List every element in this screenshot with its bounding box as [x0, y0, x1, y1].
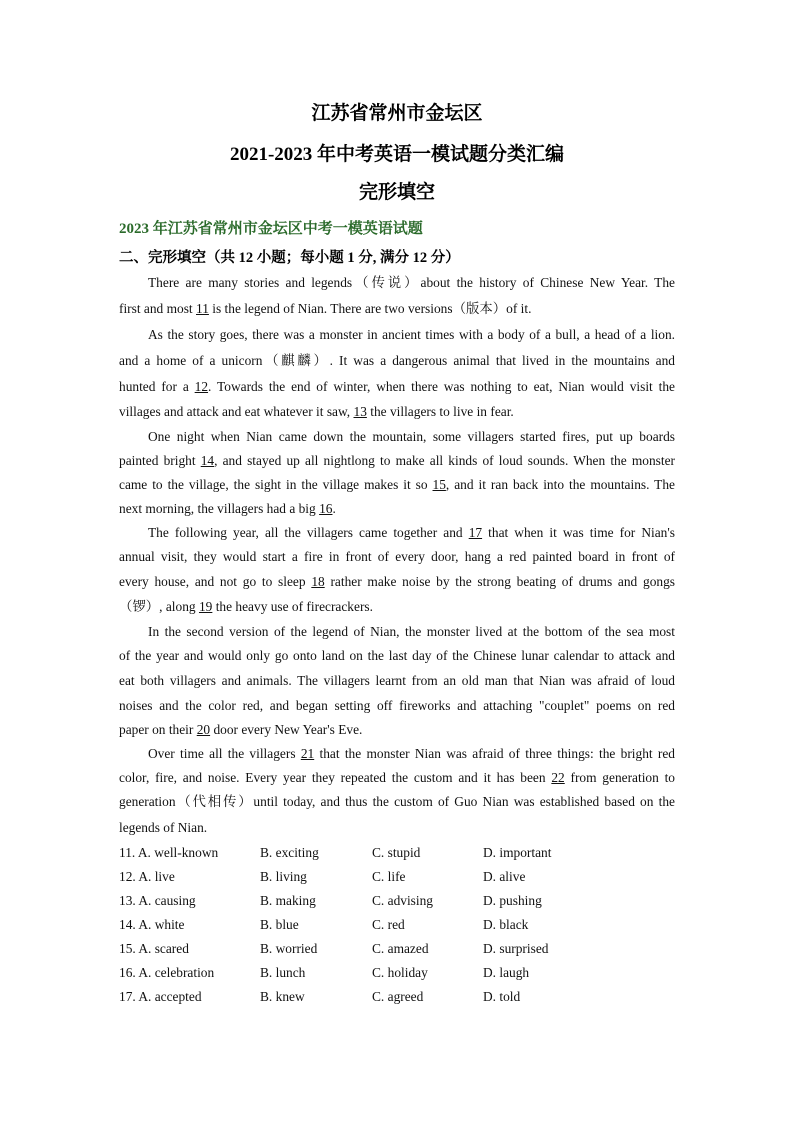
blank-number: 22 [551, 770, 565, 785]
passage-line [119, 598, 675, 616]
blank-number: 13 [353, 404, 367, 419]
passage-line [119, 524, 675, 542]
passage-text: legends of Nian. [119, 820, 208, 835]
passage-text: the villagers to live in fear. [366, 404, 514, 419]
blank-number: 19 [198, 599, 213, 614]
option-d: D. told [483, 989, 521, 1004]
passage-line [119, 352, 675, 370]
passage-text: The following year, all the villagers came together and [148, 525, 469, 540]
option-b: B. blue [260, 917, 299, 932]
option-d: D. pushing [483, 893, 542, 908]
option-row [119, 893, 679, 911]
passage-text: , and stayed up all nightlong to make all kinds of loud sounds. When the monster [214, 453, 675, 468]
passage-line [119, 403, 675, 421]
blank-number: 20 [196, 722, 211, 737]
passage-text: color, fire, and noise. Every year they repeated the custom and it has been [119, 770, 552, 785]
option-d: D. black [483, 917, 529, 932]
passage-text: annual visit, they would start a fire in front of every door, hang a red painted board in front of [119, 549, 675, 564]
option-row [119, 917, 679, 935]
passage-text: villages and attack and eat whatever it saw, [119, 404, 354, 419]
option-b: B. worried [260, 941, 318, 956]
option-c: C. stupid [372, 845, 421, 860]
passage-text: generation（代相传）until today, and thus the custom of Guo Nian was established based on the [119, 794, 675, 809]
passage-text: door every New Year's Eve. [210, 722, 363, 737]
part-heading: 二、完形填空（共 12 小题；每小题 1 分, 满分 12 分） [119, 250, 460, 266]
passage-line [119, 428, 675, 446]
option-b: B. knew [260, 989, 305, 1004]
passage-line [119, 452, 675, 470]
option-d: D. alive [483, 869, 526, 884]
passage-text: As the story goes, there was a monster in ancient times with a body of a bull, a head of a lion. [148, 327, 675, 342]
option-c: C. agreed [372, 989, 424, 1004]
option-a: 15. A. scared [119, 941, 189, 956]
blank-number: 17 [468, 525, 483, 540]
passage-text: Over time all the villagers [148, 746, 301, 761]
blank-number: 11 [196, 301, 209, 316]
passage-text: , and it ran back into the mountains. The [445, 477, 675, 492]
passage-line [119, 745, 675, 763]
blank-number: 12 [194, 379, 209, 394]
blank-number: 21 [300, 746, 315, 761]
passage-text: rather make noise by the strong beating of drums and gongs [324, 574, 675, 589]
passage-text: paper on their [119, 722, 197, 737]
passage-text: One night when Nian came down the mountain, some villagers started fires, put up boards [148, 429, 675, 444]
blank-number: 16 [319, 501, 333, 516]
passage-line [119, 672, 675, 690]
option-a: 13. A. causing [119, 893, 196, 908]
option-a: 11. A. well-known [119, 845, 219, 860]
option-c: C. advising [372, 893, 434, 908]
option-row [119, 989, 679, 1007]
title-topic: 完形填空 [358, 182, 435, 203]
passage-line [119, 500, 675, 518]
blank-number: 18 [311, 574, 325, 589]
passage-text: There are many stories and legends（传说）about the history of Chinese New Year. The [148, 275, 675, 290]
passage-text: . [332, 501, 336, 516]
passage-line [119, 573, 675, 591]
option-row [119, 941, 679, 959]
passage-text: first and most [119, 301, 196, 316]
passage-text: noises and the color red, and began setting off fireworks and attaching "couplet" poems on red [119, 698, 675, 713]
passage-line [119, 769, 675, 787]
passage-text: from generation to [564, 770, 675, 785]
option-d: D. important [483, 845, 552, 860]
passage-line [119, 326, 675, 344]
passage-line [119, 721, 675, 739]
passage-text: painted bright [119, 453, 201, 468]
option-a: 17. A. accepted [119, 989, 202, 1004]
passage-text: eat both villagers and animals. The villagers learnt from an old man that Nian was afraid of loud [119, 673, 675, 688]
passage-line [119, 647, 675, 665]
option-row [119, 869, 679, 887]
passage-line [119, 274, 675, 292]
passage-text: that when it was time for Nian's [482, 525, 675, 540]
passage-text: is the legend of Nian. There are two versions（版本）of it. [208, 301, 532, 316]
passage-text: and a home of a unicorn（麒麟）. It was a dangerous animal that lived in the mountains and [119, 353, 675, 368]
option-c: C. red [372, 917, 405, 932]
passage-line [119, 793, 675, 811]
option-b: B. exciting [260, 845, 319, 860]
option-a: 16. A. celebration [119, 965, 215, 980]
option-c: C. amazed [372, 941, 429, 956]
option-row [119, 965, 679, 983]
passage-text: came to the village, the sight in the village makes it so [119, 477, 433, 492]
passage-text: of the year and would only go onto land on the last day of the Chinese lunar calendar to attack and [119, 648, 675, 663]
title-collection: 2021-2023 年中考英语一模试题分类汇编 [229, 144, 565, 165]
passage-text: every house, and not go to sleep [119, 574, 312, 589]
section-heading: 2023 年江苏省常州市金坛区中考一模英语试题 [119, 221, 423, 237]
passage-line [119, 697, 675, 715]
passage-text: hunted for a [119, 379, 195, 394]
title-region: 江苏省常州市金坛区 [311, 103, 483, 124]
option-b: B. living [260, 869, 307, 884]
passage-line [119, 300, 675, 318]
option-a: 14. A. white [119, 917, 185, 932]
blank-number: 15 [432, 477, 446, 492]
passage-line [119, 623, 675, 641]
passage-line [119, 476, 675, 494]
option-d: D. surprised [483, 941, 549, 956]
passage-line [119, 378, 675, 396]
option-c: C. life [372, 869, 406, 884]
passage-text: （锣）, along [119, 599, 199, 614]
passage-text: . Towards the end of winter, when there was nothing to eat, Nian would visit the [208, 379, 675, 394]
option-a: 12. A. live [119, 869, 175, 884]
option-row [119, 845, 679, 863]
option-c: C. holiday [372, 965, 428, 980]
blank-number: 14 [200, 453, 215, 468]
passage-text: In the second version of the legend of Nian, the monster lived at the bottom of the sea most [148, 624, 675, 639]
option-b: B. making [260, 893, 316, 908]
option-d: D. laugh [483, 965, 530, 980]
passage-text: next morning, the villagers had a big [119, 501, 320, 516]
passage-text: that the monster Nian was afraid of three things: the bright red [314, 746, 675, 761]
passage-line [119, 548, 675, 566]
passage-text: the heavy use of firecrackers. [212, 599, 373, 614]
option-b: B. lunch [260, 965, 306, 980]
passage-line [119, 819, 675, 837]
